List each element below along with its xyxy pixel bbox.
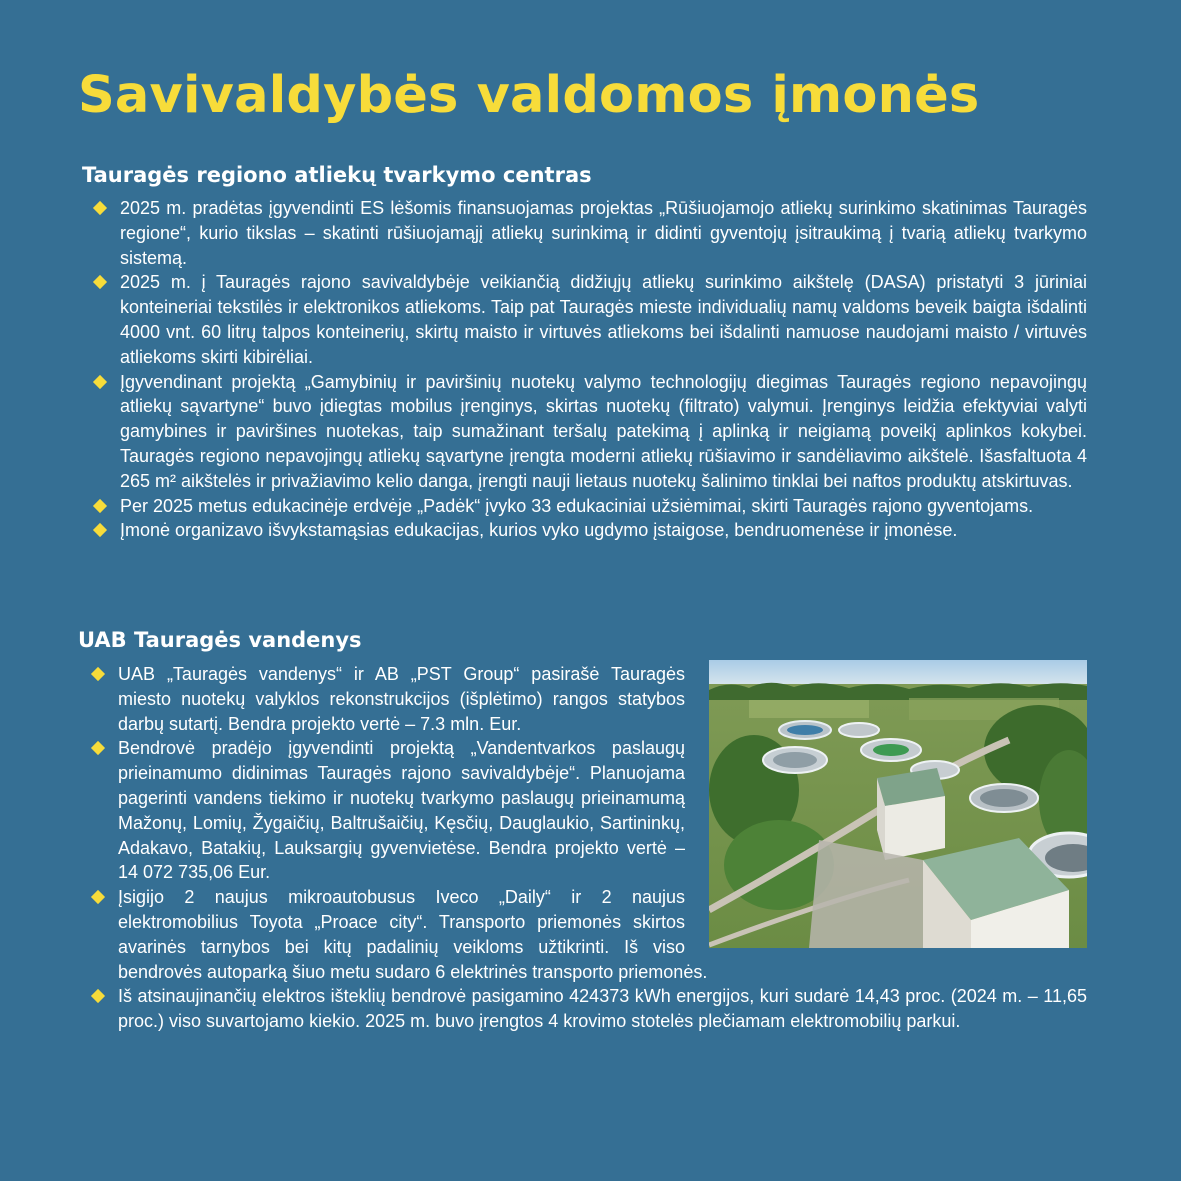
section-heading: Tauragės regiono atliekų tvarkymo centras [82, 163, 592, 187]
list-item: Per 2025 metus edukacinėje erdvėje „Padėk“ įvyko 33 edukaciniai užsiėmimai, skirti Tauragės rajono gyventojams. [80, 494, 1087, 519]
list-item: Įmonė organizavo išvykstamąsias edukacijas, kurios vyko ugdymo įstaigose, bendruomenėse ir įmonėse. [80, 518, 1087, 543]
bullet-list [80, 196, 1087, 543]
list-item: 2025 m. pradėtas įgyvendinti ES lėšomis finansuojamas projektas „Rūšiuojamojo atliekų surinkimo skatinimas Tauragės regione“, kurio tikslas – skatinti rūšiuojamąjį atliekų surinkimą ir didinti gyventojų įsitraukimą į tvarią atliekų tvarkymo sistemą. [80, 196, 1087, 270]
section-water-company [78, 628, 1087, 1034]
list-item: Įgyvendinant projektą „Gamybinių ir paviršinių nuotekų valymo technologijų diegimas Tauragės regiono nepavojingų atliekų sąvartyne“ buvo įdiegtas mobilus įrenginys, skirtas nuotekų (filtrato) valymui. Įrenginys leidžia efektyviai valyti gamybines ir paviršines nuotekas, taip sumažinant teršalų patekimą į aplinką ir neigiamą poveikį aplinkos kokybei. Tauragės regiono nepavojingų atliekų sąvartyne įrengta moderni atliekų rūšiavimo ir sandėliavimo aikštelė. Išasfaltuota 4 265 m² aikštelės ir privažiavimo kelio danga, įrengti nauji lietaus nuotekų šalinimo tinklai bei naftos produktų atskirtuvas. [80, 370, 1087, 494]
list-item: Bendrovė pradėjo įgyvendinti projektą „Vandentvarkos paslaugų prieinamumo didinimas Tauragės rajono savivaldybėje“. Planuojama pagerinti vandens tiekimo ir nuotekų tvarkymo paslaugų prieinamumą Mažonų, Lomių, Žygaičių, Baltrušaičių, Kęsčių, Dauglaukio, Sartininkų, Adakavo, Batakių, Lauksargių gyvenvietėse. Bendra projekto vertė – 14 072 735,06 Eur. [78, 736, 1087, 885]
section-heading: UAB Tauragės vandenys [78, 628, 362, 652]
page-title: Savivaldybės valdomos įmonės [78, 66, 980, 125]
section-waste-management-center [80, 163, 1087, 543]
list-item: 2025 m. į Tauragės rajono savivaldybėje veikiančią didžiųjų atliekų surinkimo aikštelę (DASA) pristatyti 3 jūriniai konteineriai tekstilės ir elektronikos atliekoms. Taip pat Tauragės mieste individualių namų valdoms beveik baigta išdalinti 4000 vnt. 60 litrų talpos konteinerių, skirtų maisto ir virtuvės atliekoms bei išdalinti namuose naudojami maisto / virtuvės atliekoms skirti kibirėliai. [80, 270, 1087, 369]
bullet-list [78, 662, 1087, 1034]
list-item: UAB „Tauragės vandenys“ ir AB „PST Group“ pasirašė Tauragės miesto nuotekų valyklos rekonstrukcijos (išplėtimo) rangos statybos darbų sutartį. Bendra projekto vertė – 7.3 mln. Eur. [78, 662, 1087, 736]
list-item: Įsigijo 2 naujus mikroautobusus Iveco „Daily“ ir 2 naujus elektromobilius Toyota „Proace city“. Transporto priemonės skirtos avarinės tarnybos bei kitų padalinių veikloms užtikrinti. Iš viso bendrovės autoparką šiuo metu sudaro 6 elektrinės transporto priemonės. [78, 885, 1087, 984]
list-item: Iš atsinaujinančių elektros išteklių bendrovė pasigamino 424373 kWh energijos, kuri sudarė 14,43 proc. (2024 m. – 11,65 proc.) viso suvartojamo kiekio. 2025 m. buvo įrengtos 4 krovimo stotelės plečiamam elektromobilių parkui. [78, 984, 1087, 1034]
